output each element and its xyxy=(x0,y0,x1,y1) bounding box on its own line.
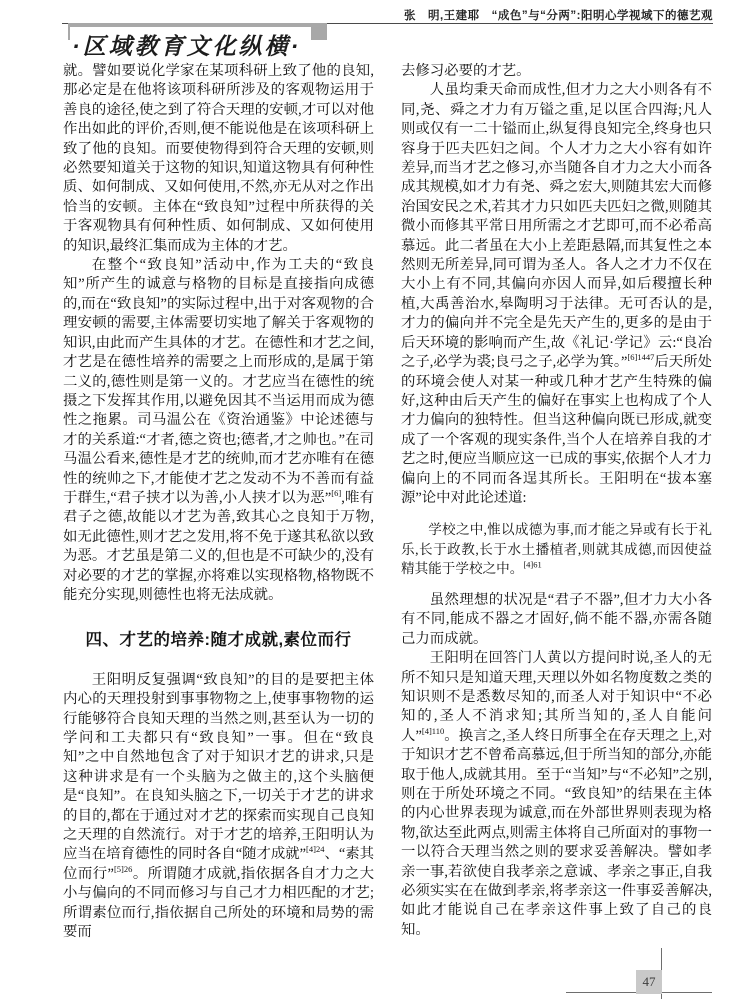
body-paragraph: 就。譬如要说化学家在某项科研上致了他的良知,那必定是在他将该项科研所涉及的客观物运用于善良的途径,使之到了符合天理的安顿,才可以对他作出如此的评价,否则,便不能说他是在该项科研上致了他的良知。而要使物得到符合天理的安顿,则必然要知道关于这物的知识,知道这物具有何种性质、如何制成、又如何使用,不然,亦无从对之作出恰当的安顿。主体在“致良知”过程中所获得的关于客观物具有何种性质、如何制成、又如何使用的知识,最终汇集而成为主体的才艺。 xyxy=(63,63,374,254)
page-number-box xyxy=(636,970,662,994)
body-paragraph: 人虽均秉天命而成性,但才力之大小则各有不同,尧、舜之才力有万镒之重,足以匡合四海;凡人则或仅有一二十镒而止,纵复得良知完全,终身也只容身于匹夫匹妇之间。个人才力之大小容有如许差异,而当才艺之修习,亦当随各自才力之大小而各成其规模,如才力有尧、舜之宏大,则随其宏大而修治国安民之术,若其才力只如匹夫匹妇之微,则随其微小而修其平常日用所需之才艺即可,而不必希高慕远。此二者虽在大小上差距悬隔,而其复性之本然则无所差异,同可谓为圣人。各人之才力不仅在大小上有不同,其偏向亦因人而异,如后稷擅长种植,大禹善治水,皋陶明习于法律。无可否认的是,才力的偏向并不完全是先天产生的,更多的是由于后天环境的影响而产生,故《礼记·学记》云:“良冶之子,必学为裘;良弓之子,必学为箕。”$^{[6]1447}$后天所处的环境会使人对某一种或几种才艺产生特殊的偏好,这种由后天产生的偏好在事实上也构成了个人才力偏向的独特性。但当这种偏向既已形成,就变成了一个客观的现实条件,当个人在培养自我的才艺之时,便应当顺应这一已成的事实,依据个人才力偏向上的不同而各逞其所长。王阳明在“拔本塞源”论中对此论述道: xyxy=(401,82,712,506)
body-paragraph: 虽然理想的状况是“君子不器”,但才力大小各有不同,能成不器之才固好,倘不能不器,亦需各随己力而成就。 xyxy=(401,591,712,647)
body-paragraph: 在整个“致良知”活动中,作为工夫的“致良知”所产生的诚意与格物的目标是直接指向成德的,而在“致良知”的实际过程中,出于对客观物的合理安顿的需要,主体需要切实地了解关于客观物的知识,由此而产生具体的才艺。在德性和才艺之间,才艺是在德性培养的需要之上而形成的,是属于第二义的,德性则是第一义的。才艺应当在德性的统摄之下发挥其作用,以避免因其不当运用而成为德性之拖累。司马温公在《资治通鉴》中论述德与才的关系道:“才者,德之资也;德者,才之帅也。”在司马温公看来,德性是才艺的统帅,而才艺亦唯有在德性的统帅之下,才能使才艺之发动不为不善而有益于群生,“君子挟才以为善,小人挟才以为恶”[6],唯有君子之德,故能以才艺为善,致其心之良知于万物,如无此德性,则才艺之发用,将不免于遂其私欲以致为恶。才艺虽是第二义的,但也是不可缺少的,没有对必要的才艺的掌握,亦将难以实现格物,格物既不能充分实现,则德性也将无法成就。 xyxy=(63,257,374,603)
block-quote: 学校之中,惟以成德为事,而才能之异或有长于礼乐,长于政教,长于水土播植者,则就其成德,而因使益精其能于学校之中。$^{[4]61}$ xyxy=(401,522,712,576)
body-paragraph: 去修习必要的才艺。 xyxy=(401,63,531,79)
section-banner-label: ·区域教育文化纵横· xyxy=(70,27,311,63)
section-heading: 四、才艺的培养:随才成就,素位而行 xyxy=(85,631,352,650)
running-title: 张 明,王建耶 “成色”与“分两”:阳明心学视域下的德艺观 xyxy=(403,10,713,22)
body-paragraph: 王阳明反复强调“致良知”的目的是要把主体内心的天理投射到事事物物之上,使事事物物的运行能够符合良知天理的当然之则,甚至认为一切的学问和工夫都只有“致良知”一事。但在“致良知”之中自然地包含了对于知识才艺的讲求,只是这种讲求是有一个头脑为之做主的,这个头脑便是“良知”。在良知头脑之下,一切关于才艺的讲求的目的,都在于通过对才艺的探索而实现自己良知之天理的自然流行。对于才艺的培养,王阳明认为应当在培育德性的同时各自“随才成就”$^{[4]24}$、“素其位而行”$^{[5]26}$。所谓随才成就,指依据各自才力之大小与偏向的不同而修习与自己才力相匹配的才艺;所谓素位而行,指依据自己所处的环境和局势的需要而 xyxy=(63,671,375,941)
page-number: 47 xyxy=(642,974,656,989)
body-paragraph: 王阳明在回答门人黄以方提问时说,圣人的无所不知只是知道天理,天理以外如名物度数之类的知识则不是悉数尽知的,而圣人对于知识中“不必知的,圣人不消求知;其所当知的,圣人自能问人”$^{[4]110}$。换言之,圣人终日所事全在存天理之上,对于知识才艺不曾希高慕远,但于所当知的部分,亦能取于他人,成就其用。至于“当知”与“不必知”之别,则在于所处环境之不同。“致良知”的结果在主体的内心世界表现为诚意,而在外部世界则表现为格物,欲达至此两点,则需主体将自己所面对的事物一一以符合天理当然之则的要求妥善解决。譬如孝亲一事,若欲使自我孝亲之意诚、孝亲之事正,自我必须实实在在做到孝亲,将孝亲这一件事妥善解决,如此才能说自己在孝亲这件事上致了自己的良知。 xyxy=(401,650,712,938)
left-column xyxy=(63,62,374,968)
right-column xyxy=(401,62,712,968)
text-columns xyxy=(63,62,712,968)
